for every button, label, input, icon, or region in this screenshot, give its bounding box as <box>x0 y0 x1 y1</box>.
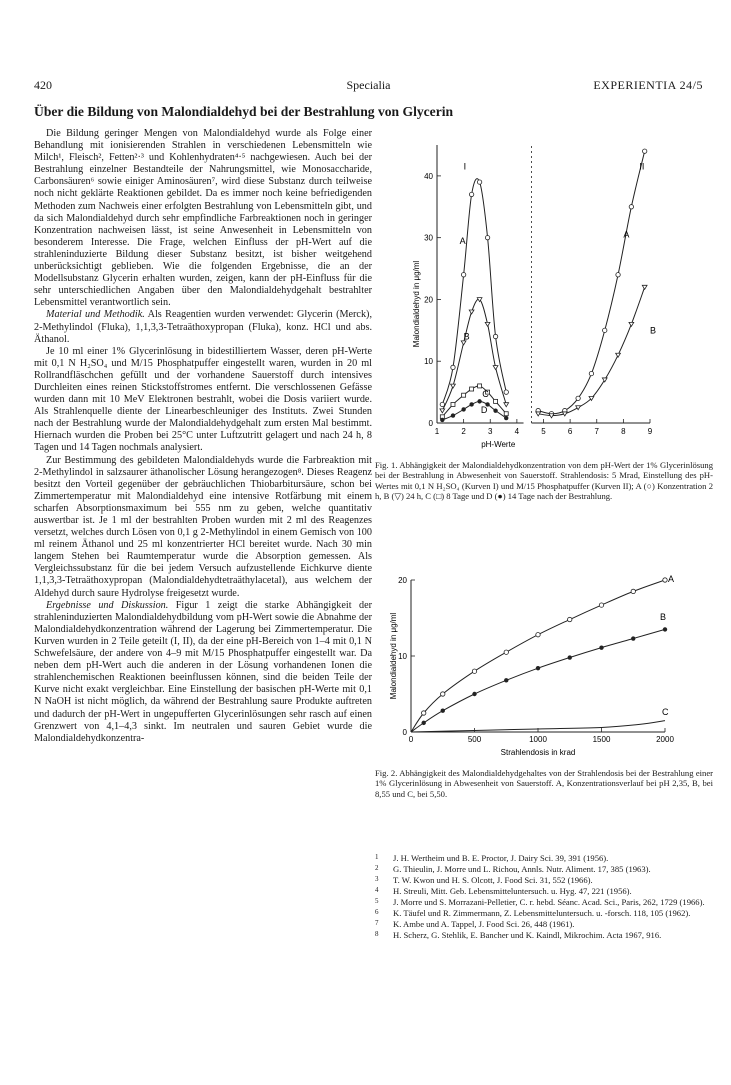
y-axis-label: Malondialdehyd in μg/ml <box>389 612 398 700</box>
figure-1-chart <box>395 135 665 455</box>
data-point-2 <box>462 393 466 397</box>
y-tick-label: 0 <box>428 419 433 428</box>
references-list <box>375 853 713 941</box>
series-A <box>440 179 508 407</box>
reference-text: T. W. Kwon und H. S. Olcott, J. Food Sci. 31, 552 (1966). <box>393 875 593 885</box>
data-point-1 <box>451 413 455 417</box>
data-point-7 <box>504 412 508 416</box>
series-A <box>411 578 667 732</box>
paragraph-intro: Die Bildung geringer Mengen von Malondialdehyd wurde als Folge einer Behandlung mit ionisierenden Strahlen in verschiedenen Lebensmitteln wie Milch¹, Fleisch², Fetten²·³ und Kohlenhydraten⁴·⁵ nachgewiesen. Auch bei der Bestrahlung einzelner Bestandteile der Nahrungsmittel, wie Monosaccharide, Carbonsäuren⁶ sowie einiger Aminosäuren⁷, wird diese Substanz durch teilweise noch nicht geklärte Reaktionen gebildet. Da es immer noch keine befriedigenden Methoden zum Nachweis einer erfolgten Bestrahlung von Lebensmitteln gibt, und da sich Malondialdehyd durch sehr empfindliche Farbreaktionen noch in geringer Konzentration nachweisen lässt, ist seine Anwesenheit in Lebensmitteln von besonderem Interesse. Die Frage, welchen Einfluss der pH-Wert auf die strahleninduzierte Bildung dieser Substanz besitzt, ist bisher weitgehend unberücksichtigt geblieben. Wie die folgenden Ergebnisse, die an der Modellsubstanz Glycerin erhalten wurden, zeigen, kann der pH-Einfluss für die sehr unterschiedlichen Angaben über den Malondialdehydgehalt bestrahlter Lebensmittel verantwortlich sein. <box>34 128 372 309</box>
reference-number: 6 <box>375 908 379 916</box>
y-tick-label: 30 <box>424 233 433 243</box>
series-line <box>442 299 506 411</box>
y-tick-label: 10 <box>398 652 407 661</box>
x-tick-label: 5 <box>541 427 546 436</box>
data-point-0 <box>440 418 444 422</box>
curve-label-B: B <box>463 331 470 342</box>
data-point-4 <box>589 371 593 375</box>
y-tick-label: 0 <box>402 728 407 737</box>
data-point-6 <box>493 366 498 370</box>
data-point-2 <box>461 407 465 411</box>
curve-label-C: C <box>662 707 669 717</box>
data-point-0 <box>440 402 444 406</box>
data-point-6 <box>616 273 620 277</box>
x-tick-label: 0 <box>408 735 414 744</box>
x-tick-label: 9 <box>647 427 653 436</box>
data-point-4 <box>504 650 508 654</box>
data-point-6 <box>493 334 497 338</box>
data-point-9 <box>663 578 667 582</box>
data-point-8 <box>631 636 635 640</box>
data-point-3 <box>469 192 473 196</box>
series-D <box>440 399 508 422</box>
data-point-6 <box>568 655 572 659</box>
reference-item <box>375 875 713 886</box>
figure-2-chart <box>385 572 705 762</box>
curve-label-A: A <box>459 235 466 246</box>
data-point-2 <box>441 692 445 696</box>
x-tick-label: 4 <box>514 427 520 436</box>
region-label-II: II <box>639 161 645 172</box>
body-column <box>34 128 372 1068</box>
paragraph-methods: Material und Methodik. Als Reagentien wurden verwendet: Glycerin (Merck), 2-Methylindol (Fluka), 1,1,3,3-Tetraäthoxypropan (Fluka), konz. HCl und abs. Äthanol. <box>34 309 372 345</box>
heading-results: Ergebnisse und Diskussion. <box>46 599 169 611</box>
reference-text: K. Ambe und A. Tappel, J. Food Sci. 26, 448 (1961). <box>393 919 575 929</box>
series-A <box>536 149 647 416</box>
figure-1-caption: Fig. 1. Abhängigkeit der Malondialdehydkonzentration von dem pH-Wert der 1% Glycerinlösung bei der Bestrahlung in Abwesenheit von Sauerstoff. Strahlendosis: 5 Mrad, Einstellung des pH-Wertes mit 0,1 N H₂SO₄ (Kurven I) und M/15 Phosphatpuffer (Kurven II); A (○) Konzentration 2 h, B (▽) 24 h, C (□) 8 Tage und D (●) 14 Tage nach der Bestrahlung. <box>375 460 713 502</box>
reference-item <box>375 908 713 919</box>
data-point-1 <box>422 711 426 715</box>
reference-number: 2 <box>375 864 379 872</box>
paragraph-results: Ergebnisse und Diskussion. Figur 1 zeigt die starke Abhängigkeit der strahleninduzierten Malondialdehydbildung vom pH-Wert sowie die Abnahme der Malondialdehydkonzentration während der Lagerung bei Zimmertemperatur. Die Kurven wurden in 2 Teile geteilt (I, II), da der eine pH-Bereich von 1–4 mit 0,1 N Schwefelsäure, der andere von 4–9 mit M/15 Phosphatpuffer eingestellt war. Da neben dem pH-Wert auch die anderen in der Lösung vorhandenen Ionen die strahlenchemischen Reaktionen beeinflussen können, sind die beiden Teile der Kurve nicht exakt vergleichbar. Eine Einstellung der basischen pH-Werte mit 0,1 N NaOH ist nicht möglich, da während der Bestrahlung saure Produkte auftreten und dadurch der pH-Wert in ungepufferten Glycerinlösungen sehr rasch auf einen Grenzwert von 4,1–4,3 sinkt. Im neutralen und sauren Gebiet wurde die Malondialdehydkonzentra- <box>34 599 372 744</box>
data-point-7 <box>504 416 508 420</box>
data-point-2 <box>461 273 465 277</box>
paragraph-procedure: Je 10 ml einer 1% Glycerinlösung in bidestilliertem Wasser, deren pH-Werte mit 0,1 N H₂SO₄ und M/15 Phosphatpuffer eingestellt waren, wurden in 20 ml Rollrandfläschchen gefüllt und der vorhandene Sauerstoff durch intensives Durchleiten eines reinen Stickstoffstromes entfernt. Die verschlossenen Gefässe wurden dann mit 10 MeV Elektronen bestrahlt, wobei die Dosis variiert wurde. Als Strahlenquelle diente der Linearbeschleuniger des Instituts. Zwei Stunden nach der Bestrahlung wurde der Malondialdehydgehalt zum ersten Mal bestimmt. Hiernach wurden die Proben bei 25°C unter Luftzutritt gelagert und nach 24 h, 8 Tagen und 14 Tagen nochmals analysiert. <box>34 345 372 454</box>
reference-text: J. Morre und S. Morrazani-Pelletier, C. r. hebd. Séanc. Acad. Sci., Paris, 262, 1729 (1966). <box>393 897 705 907</box>
data-point-4 <box>478 384 482 388</box>
reference-item <box>375 886 713 897</box>
reference-text: J. H. Wertheim und B. E. Proctor, J. Dairy Sci. 39, 391 (1956). <box>393 853 609 863</box>
reference-text: H. Streuli, Mitt. Geb. Lebensmitteluntersuch. u. Hyg. 47, 221 (1956). <box>393 886 632 896</box>
y-tick-label: 10 <box>424 357 433 367</box>
y-tick-label: 20 <box>398 576 407 585</box>
data-point-0 <box>440 409 445 413</box>
x-axis-label: Strahlendosis in krad <box>500 748 576 757</box>
x-tick-label: 500 <box>467 735 482 744</box>
data-point-3 <box>469 402 473 406</box>
reference-number: 8 <box>375 930 379 938</box>
data-point-7 <box>599 645 603 649</box>
x-tick-label: 7 <box>594 427 599 436</box>
reference-number: 5 <box>375 897 379 905</box>
x-tick-label: 3 <box>488 427 493 436</box>
x-axis-label: pH-Werte <box>481 440 516 449</box>
running-header <box>34 78 703 94</box>
data-point-6 <box>616 353 621 357</box>
x-tick-label: 8 <box>621 427 626 436</box>
reference-number: 1 <box>375 853 379 861</box>
data-point-3 <box>469 310 474 314</box>
x-tick-label: 2 <box>461 427 466 436</box>
reference-item <box>375 930 713 941</box>
x-tick-label: 1 <box>434 427 440 436</box>
series-B <box>411 627 667 732</box>
reference-item <box>375 853 713 864</box>
data-point-1 <box>422 721 426 725</box>
data-point-5 <box>602 378 607 382</box>
data-point-8 <box>642 149 646 153</box>
data-point-4 <box>477 399 481 403</box>
reference-text: G. Thieulin, J. Morre und L. Richou, Annls. Nutr. Aliment. 17, 385 (1963). <box>393 864 651 874</box>
data-point-3 <box>472 692 476 696</box>
reference-item <box>375 919 713 930</box>
data-point-7 <box>504 403 509 407</box>
data-point-4 <box>477 180 481 184</box>
y-tick-label: 40 <box>424 171 433 181</box>
data-point-2 <box>441 709 445 713</box>
reference-item <box>375 864 713 875</box>
page-number: 420 <box>34 78 52 92</box>
x-tick-label: 1500 <box>592 735 611 744</box>
series-line <box>411 580 665 732</box>
data-point-3 <box>576 396 580 400</box>
x-tick-label: 6 <box>567 427 573 436</box>
data-point-8 <box>631 589 635 593</box>
data-point-5 <box>485 235 489 239</box>
data-point-3 <box>576 406 581 410</box>
data-point-7 <box>504 390 508 394</box>
data-point-7 <box>629 322 634 326</box>
figure-2-caption: Fig. 2. Abhängigkeit des Malondialdehydgehaltes von der Strahlendosis bei der Bestrahlung einer 1% Glycerinlösung in Abwesenheit von Sauerstoff. A, Konzentrationsverlauf bei pH 2,35, B, bei 8,55 und C, bei 5,50. <box>375 768 713 799</box>
data-point-7 <box>629 205 633 209</box>
reference-text: K. Täufel und R. Zimmermann, Z. Lebensmitteluntersuch. u. -forsch. 118, 105 (1962). <box>393 908 691 918</box>
data-point-3 <box>470 387 474 391</box>
region-label-I: I <box>463 161 467 172</box>
article-title: Über die Bildung von Malondialdehyd bei der Bestrahlung von Glycerin <box>34 104 454 119</box>
data-point-5 <box>536 633 540 637</box>
data-point-3 <box>472 669 476 673</box>
data-point-6 <box>568 617 572 621</box>
data-point-1 <box>451 384 456 388</box>
reference-number: 3 <box>375 875 379 883</box>
data-point-5 <box>536 666 540 670</box>
curve-label-B-II: B <box>650 325 657 336</box>
series-C <box>440 384 508 419</box>
y-tick-label: 20 <box>424 295 433 305</box>
data-point-5 <box>485 322 490 326</box>
series-line <box>411 629 665 732</box>
reference-number: 7 <box>375 919 379 927</box>
series-B <box>536 285 647 417</box>
data-point-5 <box>603 328 607 332</box>
reference-number: 4 <box>375 886 379 894</box>
y-axis-label: Malondialdehyd in μg/ml <box>412 260 421 348</box>
curve-label-A: A <box>668 574 675 584</box>
reference-text: H. Scherz, G. Stehlik, E. Bancher und K. Kaindl, Mikrochim. Acta 1967, 916. <box>393 930 662 940</box>
data-point-7 <box>599 603 603 607</box>
x-tick-label: 1000 <box>529 735 547 744</box>
heading-methods: Material und Methodik. <box>46 309 145 321</box>
curve-label-D: D <box>480 405 488 416</box>
data-point-9 <box>663 627 667 631</box>
x-tick-label: 2000 <box>656 735 674 744</box>
paragraph-assay: Zur Bestimmung des gebildeten Malondialdehyds wurde die Farbreaktion mit 2-Methylindol in salzsaurer äthanolischer Lösung herangezogen⁸. Dieses Reagenz besitzt den Vorteil gegenüber der gebräuchlichen Thiobarbitursäure, schon bei Zimmertemperatur mit Malondialdehyd eine intensive Rotfärbung mit einem scharfen Absorptionsmaximum bei 555 nm zu geben, welche quantitativ auswertbar ist. Je 1 ml der bestrahlten Proben wurden mit 2 ml des Reagenzes versetzt, welches durch Lösen von 0,1 g 2-Methylindol in einem Gemisch von 100 ml reinem Äthanol und 25 ml konzentrierter HCl bereitet wurde. Nach 30 min langem Stehen bei Raumtemperatur wurde die Absorption gemessen. Als Vergleichssubstanz für die bei jedem Versuch aufzustellende Eichkurve diente 1,1,3,3-Tetraäthoxypropan (Malondialdehydtetraäthylacetal), aus welchem der Aldehyd durch saure Hydrolyse freigesetzt wurde. <box>34 454 372 599</box>
data-point-6 <box>493 408 497 412</box>
data-point-8 <box>642 285 647 289</box>
curve-label-C: C <box>482 389 489 400</box>
curve-label-A-II: A <box>623 229 630 240</box>
curve-label-B: B <box>660 612 667 622</box>
section-label: Specialia <box>346 78 391 92</box>
reference-item <box>375 897 713 908</box>
data-point-1 <box>451 365 455 369</box>
data-point-4 <box>504 678 508 682</box>
journal-label: EXPERIENTIA 24/5 <box>593 78 703 92</box>
data-point-6 <box>494 399 498 403</box>
data-point-1 <box>451 402 455 406</box>
